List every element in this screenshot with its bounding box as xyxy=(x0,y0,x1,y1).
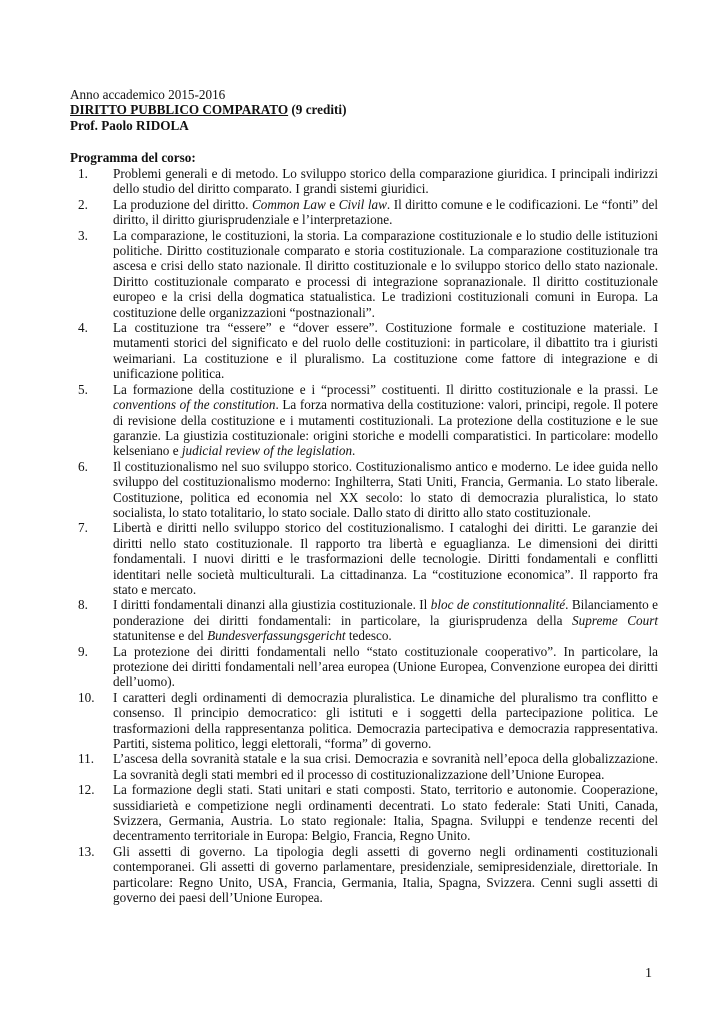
program-item-text xyxy=(113,597,658,643)
program-item-number: 4. xyxy=(78,320,88,336)
program-item-number: 3. xyxy=(78,227,88,243)
program-item-number: 6. xyxy=(78,458,88,474)
program-list xyxy=(78,166,658,906)
program-item-text xyxy=(113,228,658,320)
program-title: Programma del corso: xyxy=(70,150,196,165)
program-item-text xyxy=(113,166,658,197)
program-item-text xyxy=(113,844,658,906)
program-item-number: 13. xyxy=(78,843,95,859)
program-item-text xyxy=(113,520,658,597)
course-title: DIRITTO PUBBLICO COMPARATO xyxy=(70,102,289,118)
academic-year: Anno accademico 2015-2016 xyxy=(70,87,226,102)
course-header xyxy=(70,87,660,133)
program-item-number: 10. xyxy=(78,689,95,705)
program-item-number: 2. xyxy=(78,196,88,212)
program-item-number: 8. xyxy=(78,597,88,613)
page-number: 1 xyxy=(645,966,652,981)
program-item-number: 11. xyxy=(78,751,94,767)
italic-term: Bundesverfassungsgericht xyxy=(207,628,346,644)
text-run: La formazione della costituzione e i “processi” costituenti. Il diritto costituzionale e la prassi. Le xyxy=(113,381,658,397)
professor-name: Prof. Paolo RIDOLA xyxy=(70,117,189,133)
text-run: La produzione del diritto. xyxy=(113,196,252,212)
text-run: . xyxy=(352,443,356,459)
program-item-text xyxy=(113,644,658,690)
program-item-text xyxy=(113,459,658,521)
text-run: . Il diritto comune e le codificazioni. Le “fonti” del diritto, il diritto giurisprudenziale e l’interpretazione. xyxy=(113,196,659,228)
program-item xyxy=(78,228,658,320)
program-item-text xyxy=(113,690,658,752)
program-item xyxy=(78,644,658,690)
text-run: La formazione degli stati. Stati unitari e stati composti. Stato, territorio e autonomie. Cooperazione, sussidiarietà e competizione negli ordinamenti decentrati. Lo stato federale: Stati Uniti, Canada, Svizzera, Germania, Austria. Lo stato regionale: Italia, Spagna. Sviluppi e tendenze recenti del decentramento territoriale in Europa: Belgio, Francia, Regno Unito. xyxy=(113,782,658,844)
italic-term: conventions of the constitution xyxy=(113,397,276,413)
italic-term: judicial review of the legislation xyxy=(181,443,353,459)
course-title-line xyxy=(70,102,660,117)
program-item xyxy=(78,751,658,782)
program-item-text xyxy=(113,197,658,228)
program-item-text xyxy=(113,751,658,782)
text-run: La comparazione, le costituzioni, la storia. La comparazione costituzionale e lo studio delle istituzioni politiche. Diritto costituzionale comparato e storia costituzionale. La comparazione costituzionale tra ascesa e crisi dello stato nazionale. Il diritto costituzionale e lo sviluppo storico dello stato nazionale. Diritto costituzionale comparato e processi di integrazione sopranazionale. Il diritto costituzionale europeo e la crisi della dogmatica statualistica. Le tradizioni costituzionali comuni in Europa. La costituzione delle organizzazioni “postnazionali”. xyxy=(113,227,658,320)
text-run: L’ascesa della sovranità statale e la sua crisi. Democrazia e sovranità nell’epoca della globalizzazione. La sovranità degli stati membri ed il processo di costituzionalizzazione dell’Unione Europea. xyxy=(113,751,658,782)
program-item-number: 5. xyxy=(78,381,88,397)
text-run: . La forza normativa della costituzione: valori, principi, regole. Il potere di revisione della costituzione e i mutamenti costituzionali. La protezione della costituzione e le sue garanzie. La giustizia costituzionale: origini storiche e modelli comparatistici. In particolare: modello kelseniano e xyxy=(113,397,658,459)
program-item-number: 1. xyxy=(78,166,88,181)
program-item xyxy=(78,782,658,844)
program-item xyxy=(78,197,658,228)
program-item xyxy=(78,320,658,382)
text-run: I diritti fondamentali dinanzi alla giustizia costituzionale. Il xyxy=(113,597,431,613)
italic-term: bloc de constitutionnalité xyxy=(430,597,566,613)
program-item xyxy=(78,459,658,521)
program-item-number: 12. xyxy=(78,782,95,798)
program-item xyxy=(78,166,658,197)
program-item xyxy=(78,382,658,459)
program-item-number: 9. xyxy=(78,643,88,659)
text-run: e xyxy=(325,196,339,212)
text-run: La costituzione tra “essere” e “dover essere”. Costituzione formale e costituzione materiale. I mutamenti storici del significato e del ruolo delle costituzioni: in particolare, il dibattito tra i giuristi weimariani. La costituzione e il pluralismo. La costituzione come fattore di integrazione e di unificazione politica. xyxy=(113,320,658,382)
program-item xyxy=(78,597,658,643)
program-item-text xyxy=(113,782,658,844)
program-item-number: 7. xyxy=(78,520,88,536)
italic-term: Supreme Court xyxy=(572,612,658,628)
italic-term: Civil law xyxy=(338,196,387,212)
text-run: La protezione dei diritti fondamentali nello “stato costituzionale cooperativo”. In particolare, la protezione dei diritti fondamentali nell’area europea (Unione Europea, Convenzione europea dei diritti dell’uomo). xyxy=(113,643,658,690)
program-item-text xyxy=(113,320,658,382)
text-run: . Bilanciamento e ponderazione dei diritti fondamentali: in particolare, la giurisprudenza della xyxy=(113,597,658,628)
text-run: statunitense e del xyxy=(113,628,208,644)
course-credits: (9 crediti) xyxy=(288,102,347,118)
text-run: Problemi generali e di metodo. Lo sviluppo storico della comparazione giuridica. I principali indirizzi dello studio del diritto comparato. I grandi sistemi giuridici. xyxy=(113,166,658,197)
program-item xyxy=(78,520,658,597)
text-run: tedesco. xyxy=(345,628,392,644)
text-run: Il costituzionalismo nel suo sviluppo storico. Costituzionalismo antico e moderno. Le idee guida nello sviluppo del costituzionalismo moderno: Inghilterra, Stati Uniti, Francia, Germania. Lo stato liberale. Costituzione, politica ed economia nel XX secolo: lo stato di democrazia pluralistica, lo stato socialista, lo stato totalitario, lo stato sociale. Dallo stato di diritto allo stato costituzionale. xyxy=(113,458,658,520)
italic-term: Common Law xyxy=(251,196,326,212)
program-item-text xyxy=(113,382,658,459)
program-item xyxy=(78,844,658,906)
text-run: Gli assetti di governo. La tipologia degli assetti di governo negli ordinamenti costituzionali contemporanei. Gli assetti di governo parlamentare, presidenziale, semipresidenziale, direttoriale. In particolare: Regno Unito, USA, Francia, Germania, Italia, Spagna, Svizzera. Cenni sugli assetti di governo dei paesi dell’Unione Europea. xyxy=(113,843,658,906)
text-run: I caratteri degli ordinamenti di democrazia pluralistica. Le dinamiche del pluralismo tra conflitto e consenso. Il principio democratico: gli istituti e i soggetti della partecipazione politica. Le trasformazioni della rappresentanza politica. Democrazia partecipativa e democrazia rappresentativa. Partiti, sistema politico, leggi elettorali, “forma” di governo. xyxy=(113,689,658,752)
program-item xyxy=(78,690,658,752)
text-run: Libertà e diritti nello sviluppo storico del costituzionalismo. I cataloghi dei diritti. Le garanzie dei diritti nello stato costituzionale. Il rapporto tra libertà e eguaglianza. Le dimensioni dei diritti fondamentali. I nuovi diritti e le trasformazioni delle tecnologie. Diritti fondamentali e conflitti identitari nelle società multiculturali. La cittadinanza. La “costituzione economica”. Il rapporto fra stato e mercato. xyxy=(113,520,658,597)
